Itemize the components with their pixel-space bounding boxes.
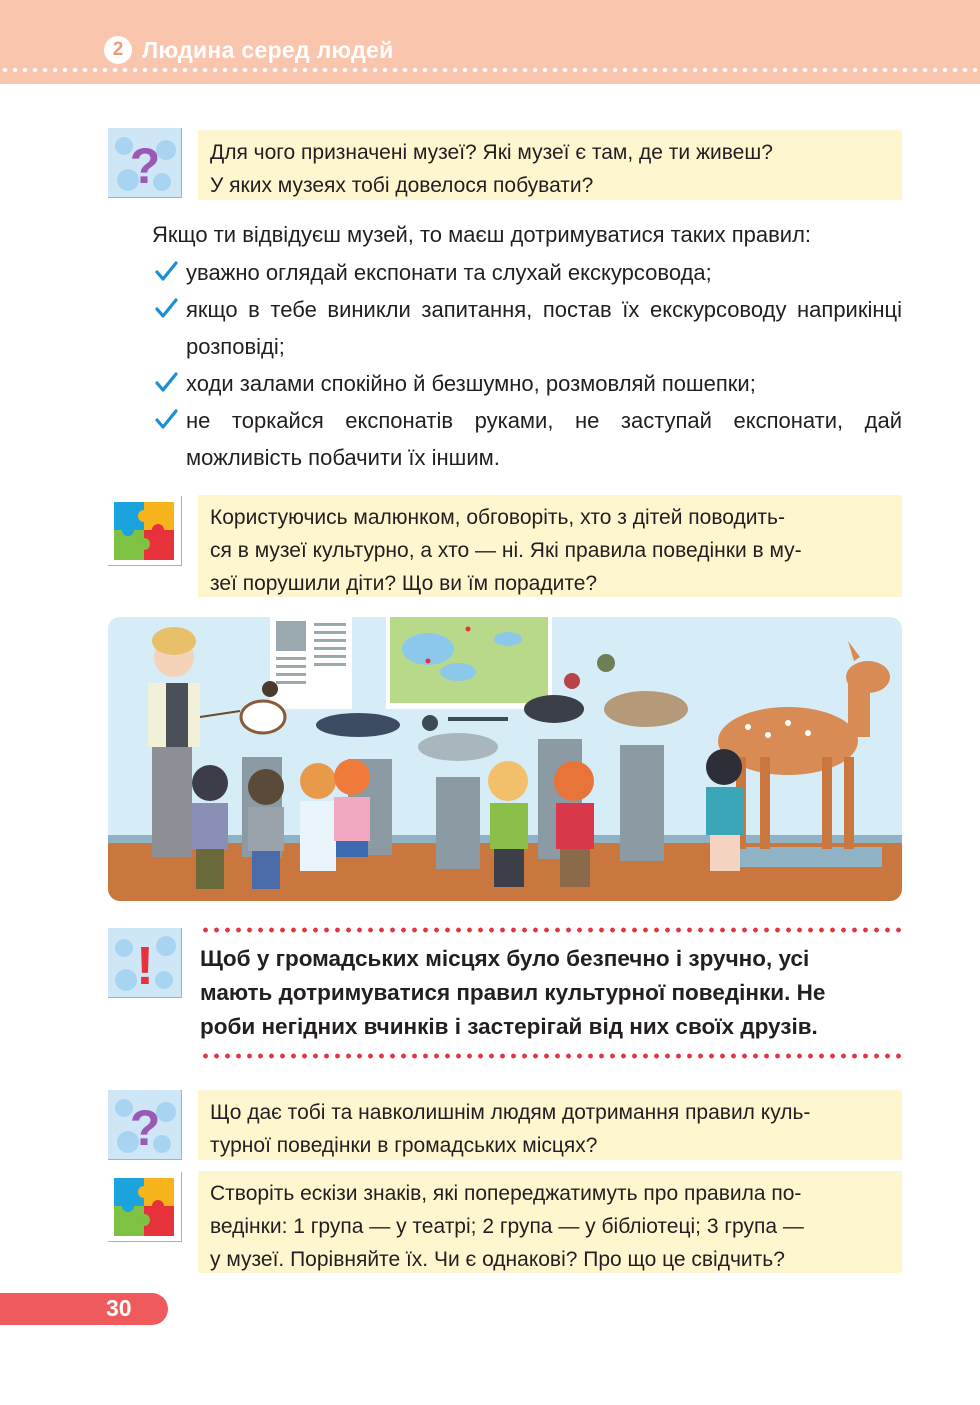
chapter-heading: [104, 36, 394, 64]
header-dotted-line: [0, 66, 980, 74]
svg-text:?: ?: [129, 138, 161, 194]
question-box-2: [198, 1090, 902, 1160]
task-line: ся в музеї культурно, а хто — ні. Які правила поведінки в му-: [210, 539, 802, 562]
rule-item: [152, 402, 902, 476]
important-line: мають дотримуватися правил культурної поведінки. Не: [200, 980, 826, 1005]
rule-item: [152, 291, 902, 365]
question-box-1: [198, 130, 902, 200]
museum-rules-list: [152, 254, 902, 476]
task-line: у музеї. Порівняйте їх. Чи є однакові? Про що це свідчить?: [210, 1248, 785, 1271]
check-icon: [154, 260, 178, 284]
task-line: Створіть ескізи знаків, які попереджатимуть про правила по-: [210, 1182, 802, 1205]
important-line: роби негідних вчинків і застерігай від них своїх друзів.: [200, 1014, 818, 1039]
rule-item: [152, 254, 902, 291]
important-note: [200, 942, 902, 1044]
task-box-1: [198, 495, 902, 597]
check-icon: [154, 297, 178, 321]
task-box-2: [198, 1171, 902, 1273]
rule-text: ходи залами спокійно й безшумно, розмовляй пошепки;: [186, 371, 756, 396]
chapter-title: Людина серед людей: [142, 36, 394, 63]
rule-text: уважно оглядай експонати та слухай екскурсовода;: [186, 260, 712, 285]
page-number-tab: [0, 1293, 168, 1325]
rule-text: не торкайся експонатів руками, не заступай експонати, дай можливість побачити їх іншим.: [186, 408, 902, 470]
rules-intro: Якщо ти відвідуєш музей, то маєш дотримуватися таких правил:: [152, 222, 812, 247]
question-line: Що дає тобі та навколишнім людям дотримання правил куль-: [210, 1101, 811, 1124]
puzzle-icon: [108, 1172, 182, 1242]
question-line: У яких музеях тобі довелося побувати?: [210, 174, 594, 197]
question-mark-icon: [108, 1090, 182, 1160]
important-line: Щоб у громадських місцях було безпечно і зручно, усі: [200, 946, 810, 971]
svg-text:!: !: [136, 936, 154, 996]
page-header: [0, 0, 980, 84]
important-top-divider: [200, 926, 904, 934]
info-poster: [270, 617, 352, 709]
check-icon: [154, 408, 178, 432]
svg-text:?: ?: [129, 1100, 161, 1156]
question-line: турної поведінки в громадських місцях?: [210, 1134, 598, 1157]
task-line: ведінки: 1 група — у театрі; 2 група — у бібліотеці; 3 група —: [210, 1215, 804, 1238]
chapter-number: 2: [104, 36, 132, 64]
question-mark-icon: [108, 128, 182, 198]
rule-text: якщо в тебе виникли запитання, постав їх екскурсоводу наприкінці розповіді;: [186, 297, 902, 359]
important-bottom-divider: [200, 1052, 904, 1060]
task-line: Користуючись малюнком, обговоріть, хто з дітей поводить-: [210, 506, 785, 529]
rule-item: [152, 365, 902, 402]
question-line: Для чого призначені музеї? Які музеї є там, де ти живеш?: [210, 141, 773, 164]
exclamation-icon: [108, 928, 182, 998]
check-icon: [154, 371, 178, 395]
task-line: зеї порушили діти? Що ви їм порадите?: [210, 572, 598, 595]
page-number: 30: [106, 1295, 132, 1321]
museum-illustration: [108, 617, 902, 901]
puzzle-icon: [108, 496, 182, 566]
